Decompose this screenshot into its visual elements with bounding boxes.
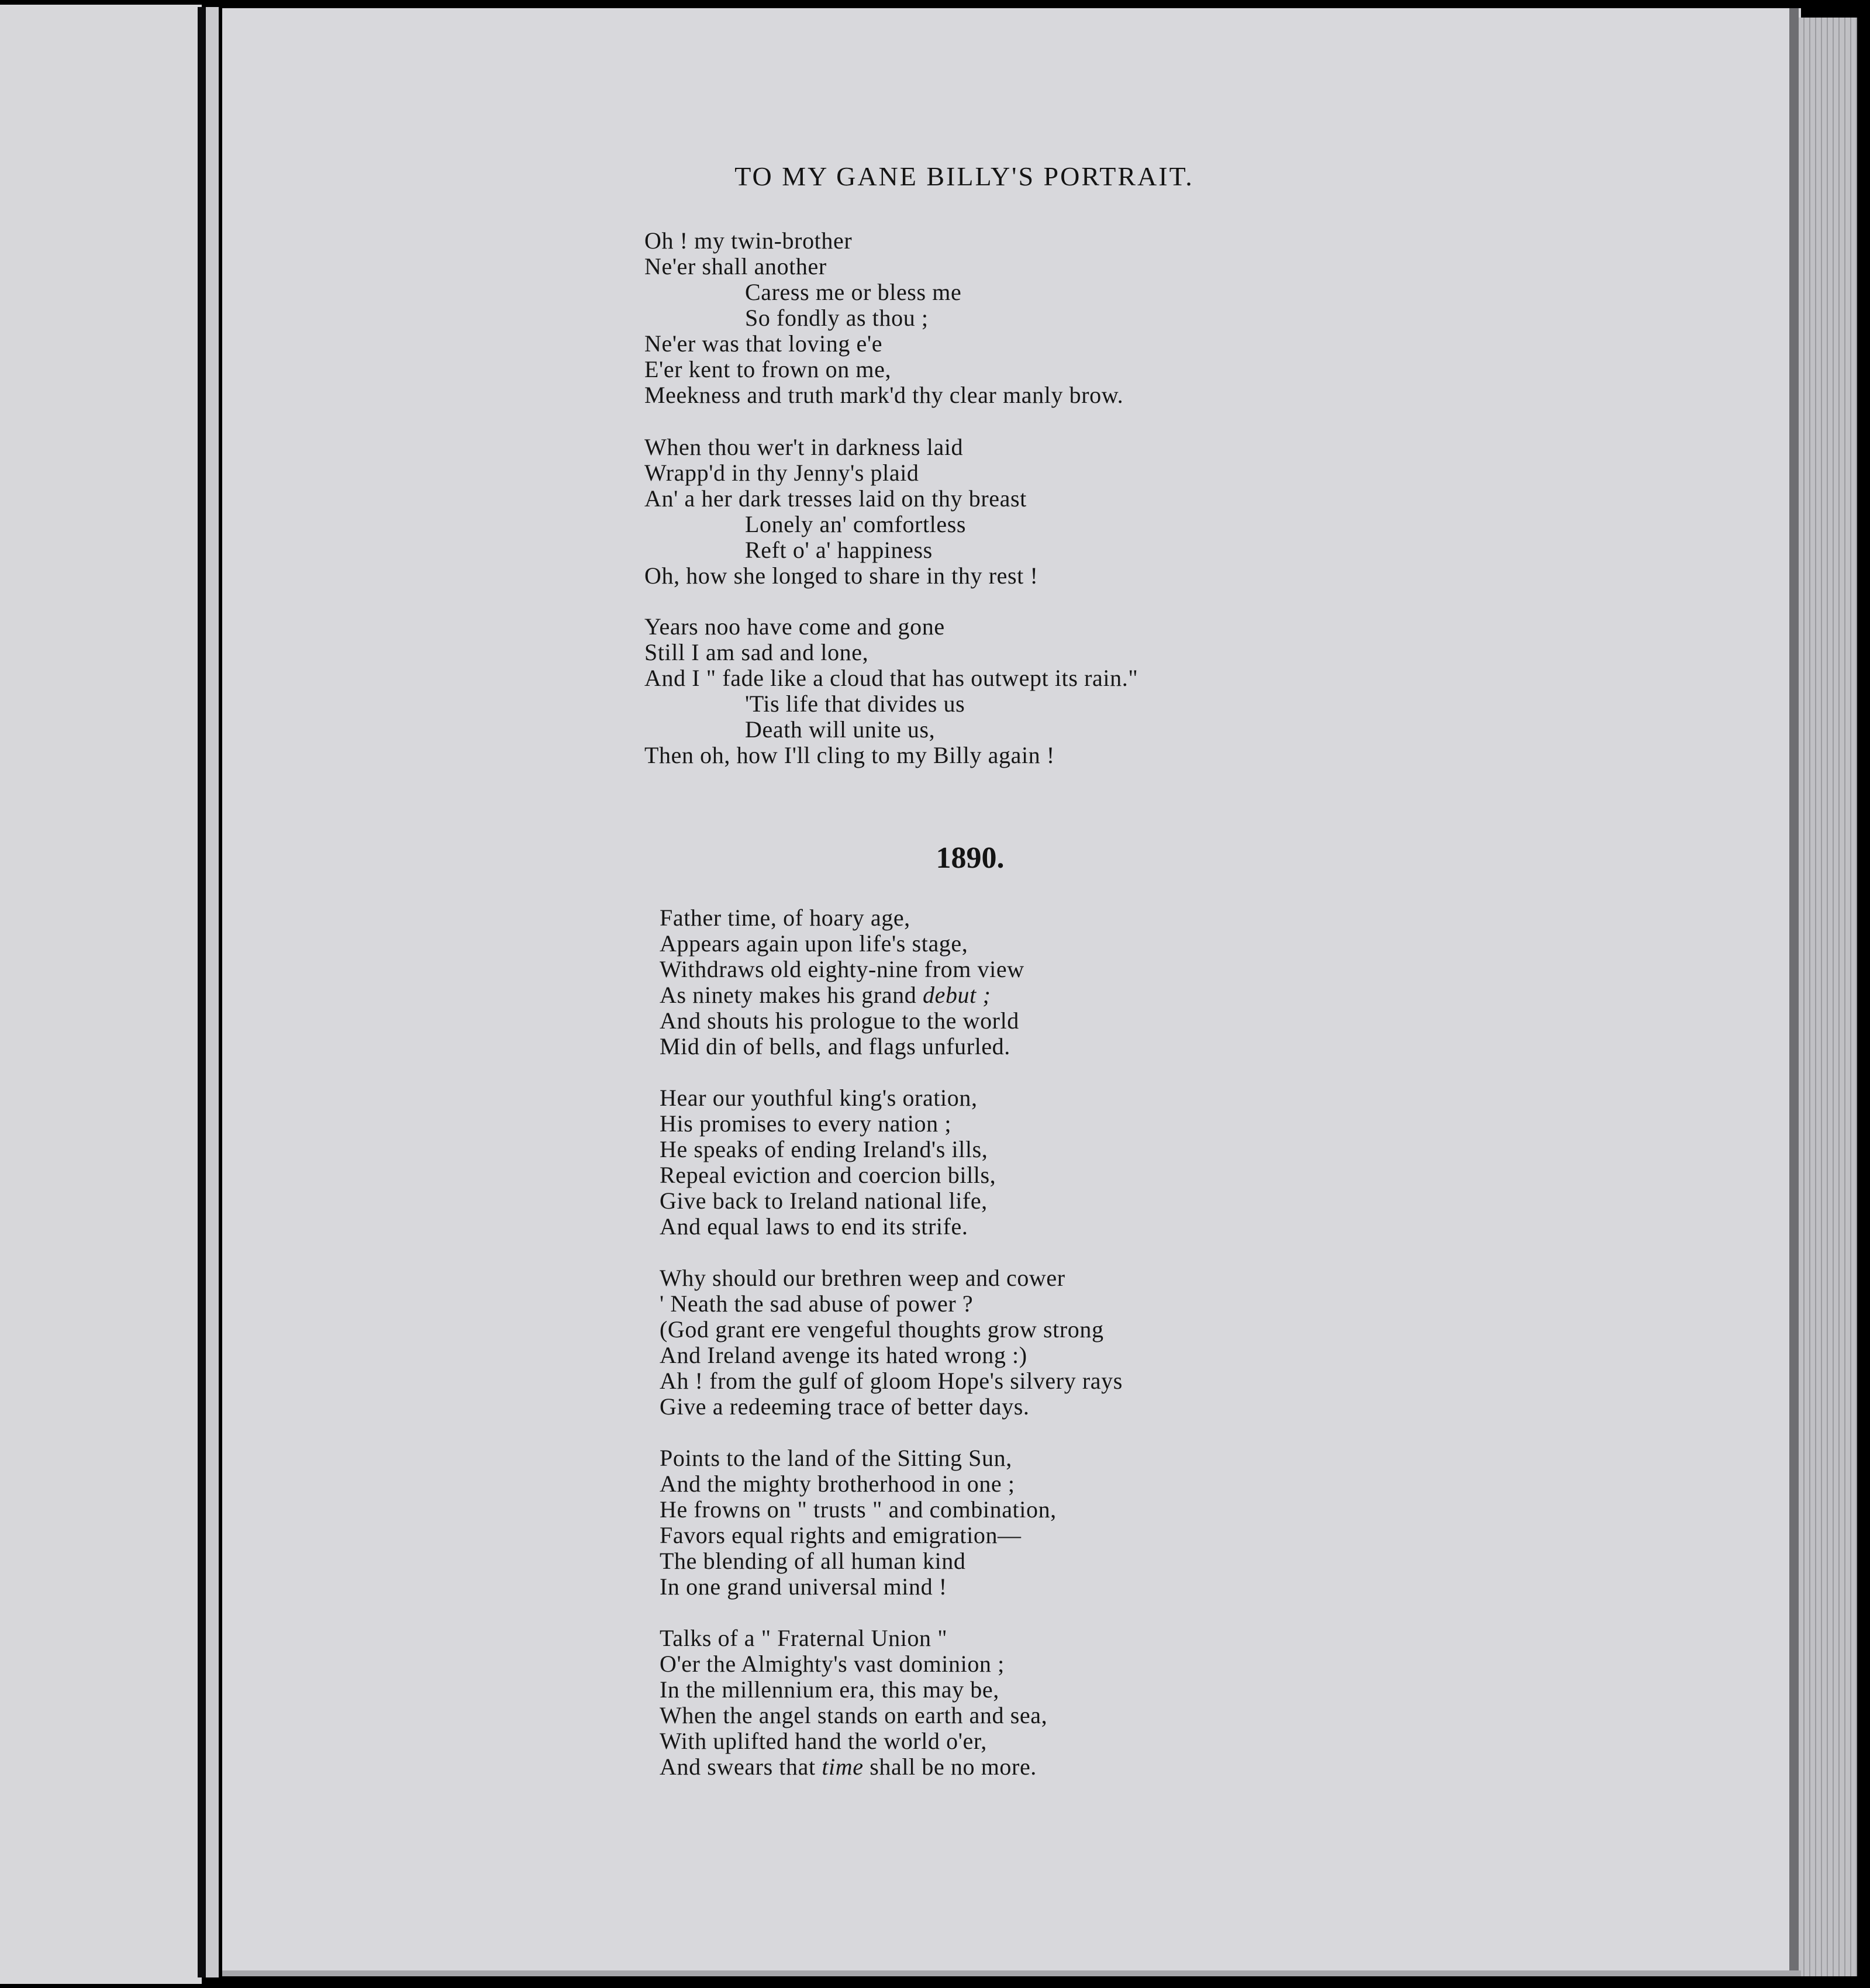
poem-line: In the millennium era, this may be, [660,1676,999,1703]
scan-border [1857,0,1870,1988]
poem-line-text: As ninety makes his grand [660,982,917,1008]
poem-line: 'Tis life that divides us [745,691,965,717]
poem-line: When the angel stands on earth and sea, [660,1702,1048,1728]
book-page [222,8,1801,1973]
poem-line: And I " fade like a cloud that has outwept its rain." [644,665,1138,691]
poem-line: Talks of a " Fraternal Union " [660,1625,948,1651]
poem-line: Favors equal rights and emigration— [660,1522,1022,1548]
poem-line: Points to the land of the Sitting Sun, [660,1445,1012,1471]
poem-line: An' a her dark tresses laid on thy breast [644,485,1027,512]
poem-line: He speaks of ending Ireland's ills, [660,1136,988,1162]
poem-line: Still I am sad and lone, [644,639,869,665]
poem-line: Ah ! from the gulf of gloom Hope's silvery rays [660,1368,1123,1394]
poem-line: Years noo have come and gone [644,613,945,640]
poem-line: With uplifted hand the world o'er, [660,1728,987,1754]
poem-line: Appears again upon life's stage, [660,930,968,957]
poem-line: Meekness and truth mark'd thy clear manly brow. [644,382,1124,408]
poem-line [660,1754,1037,1780]
book-gutter [198,7,206,1977]
page-edge-shadow [1789,8,1799,1973]
poem-line: The blending of all human kind [660,1548,966,1574]
poem-line: Death will unite us, [745,716,936,743]
poem-line: Ne'er was that loving e'e [644,330,883,357]
poem-line: O'er the Almighty's vast dominion ; [660,1651,1005,1677]
poem-line: In one grand universal mind ! [660,1573,947,1600]
poem-line: Then oh, how I'll cling to my Billy again ! [644,742,1055,768]
poem-line: Father time, of hoary age, [660,905,910,931]
poem-line: Reft o' a' happiness [745,537,933,563]
poem-line: And equal laws to end its strife. [660,1213,968,1240]
poem-line: Oh, how she longed to share in thy rest ! [644,562,1038,589]
poem-line: Give back to Ireland national life, [660,1188,988,1214]
poem-line: Give a redeeming trace of better days. [660,1393,1030,1420]
poem-line: His promises to every nation ; [660,1110,952,1137]
poem-line: Caress me or bless me [745,279,962,305]
poem-line: So fondly as thou ; [745,305,929,331]
poem-line: (God grant ere vengeful thoughts grow strong [660,1316,1104,1342]
poem-title: TO MY GANE BILLY'S PORTRAIT. [734,161,1194,191]
poem-line: And Ireland avenge its hated wrong :) [660,1342,1027,1368]
poem-line: E'er kent to frown on me, [644,356,892,382]
poem-line: Why should our brethren weep and cower [660,1265,1065,1291]
italic-word: time [822,1754,864,1780]
gutter-gap [206,7,219,1977]
left-facing-page [0,5,202,1984]
poem-line: Oh ! my twin-brother [644,227,853,254]
poem-line-text: shall be no more. [870,1754,1037,1780]
page-edge-stack [1799,18,1857,1976]
poem-line: Withdraws old eighty-nine from view [660,956,1024,982]
poem-line: Repeal eviction and coercion bills, [660,1162,996,1188]
poem-line: When thou wer't in darkness laid [644,434,964,460]
poem-line: Wrapp'd in thy Jenny's plaid [644,460,919,486]
poem-line-text: And swears that [660,1754,816,1780]
poem-line: ' Neath the sad abuse of power ? [660,1290,974,1317]
poem-title-year: 1890. [936,841,1005,875]
page-bottom-shadow [222,1970,1801,1976]
poem-line: And the mighty brotherhood in one ; [660,1471,1015,1497]
poem-line: Hear our youthful king's oration, [660,1085,978,1111]
poem-line: And shouts his prologue to the world [660,1007,1019,1034]
poem-line [660,982,991,1008]
poem-line: Lonely an' comfortless [745,511,967,537]
poem-line: He frowns on " trusts " and combination, [660,1496,1057,1523]
poem-line: Mid din of bells, and flags unfurled. [660,1033,1010,1059]
poem-line: Ne'er shall another [644,253,827,279]
italic-word: debut ; [922,982,991,1008]
